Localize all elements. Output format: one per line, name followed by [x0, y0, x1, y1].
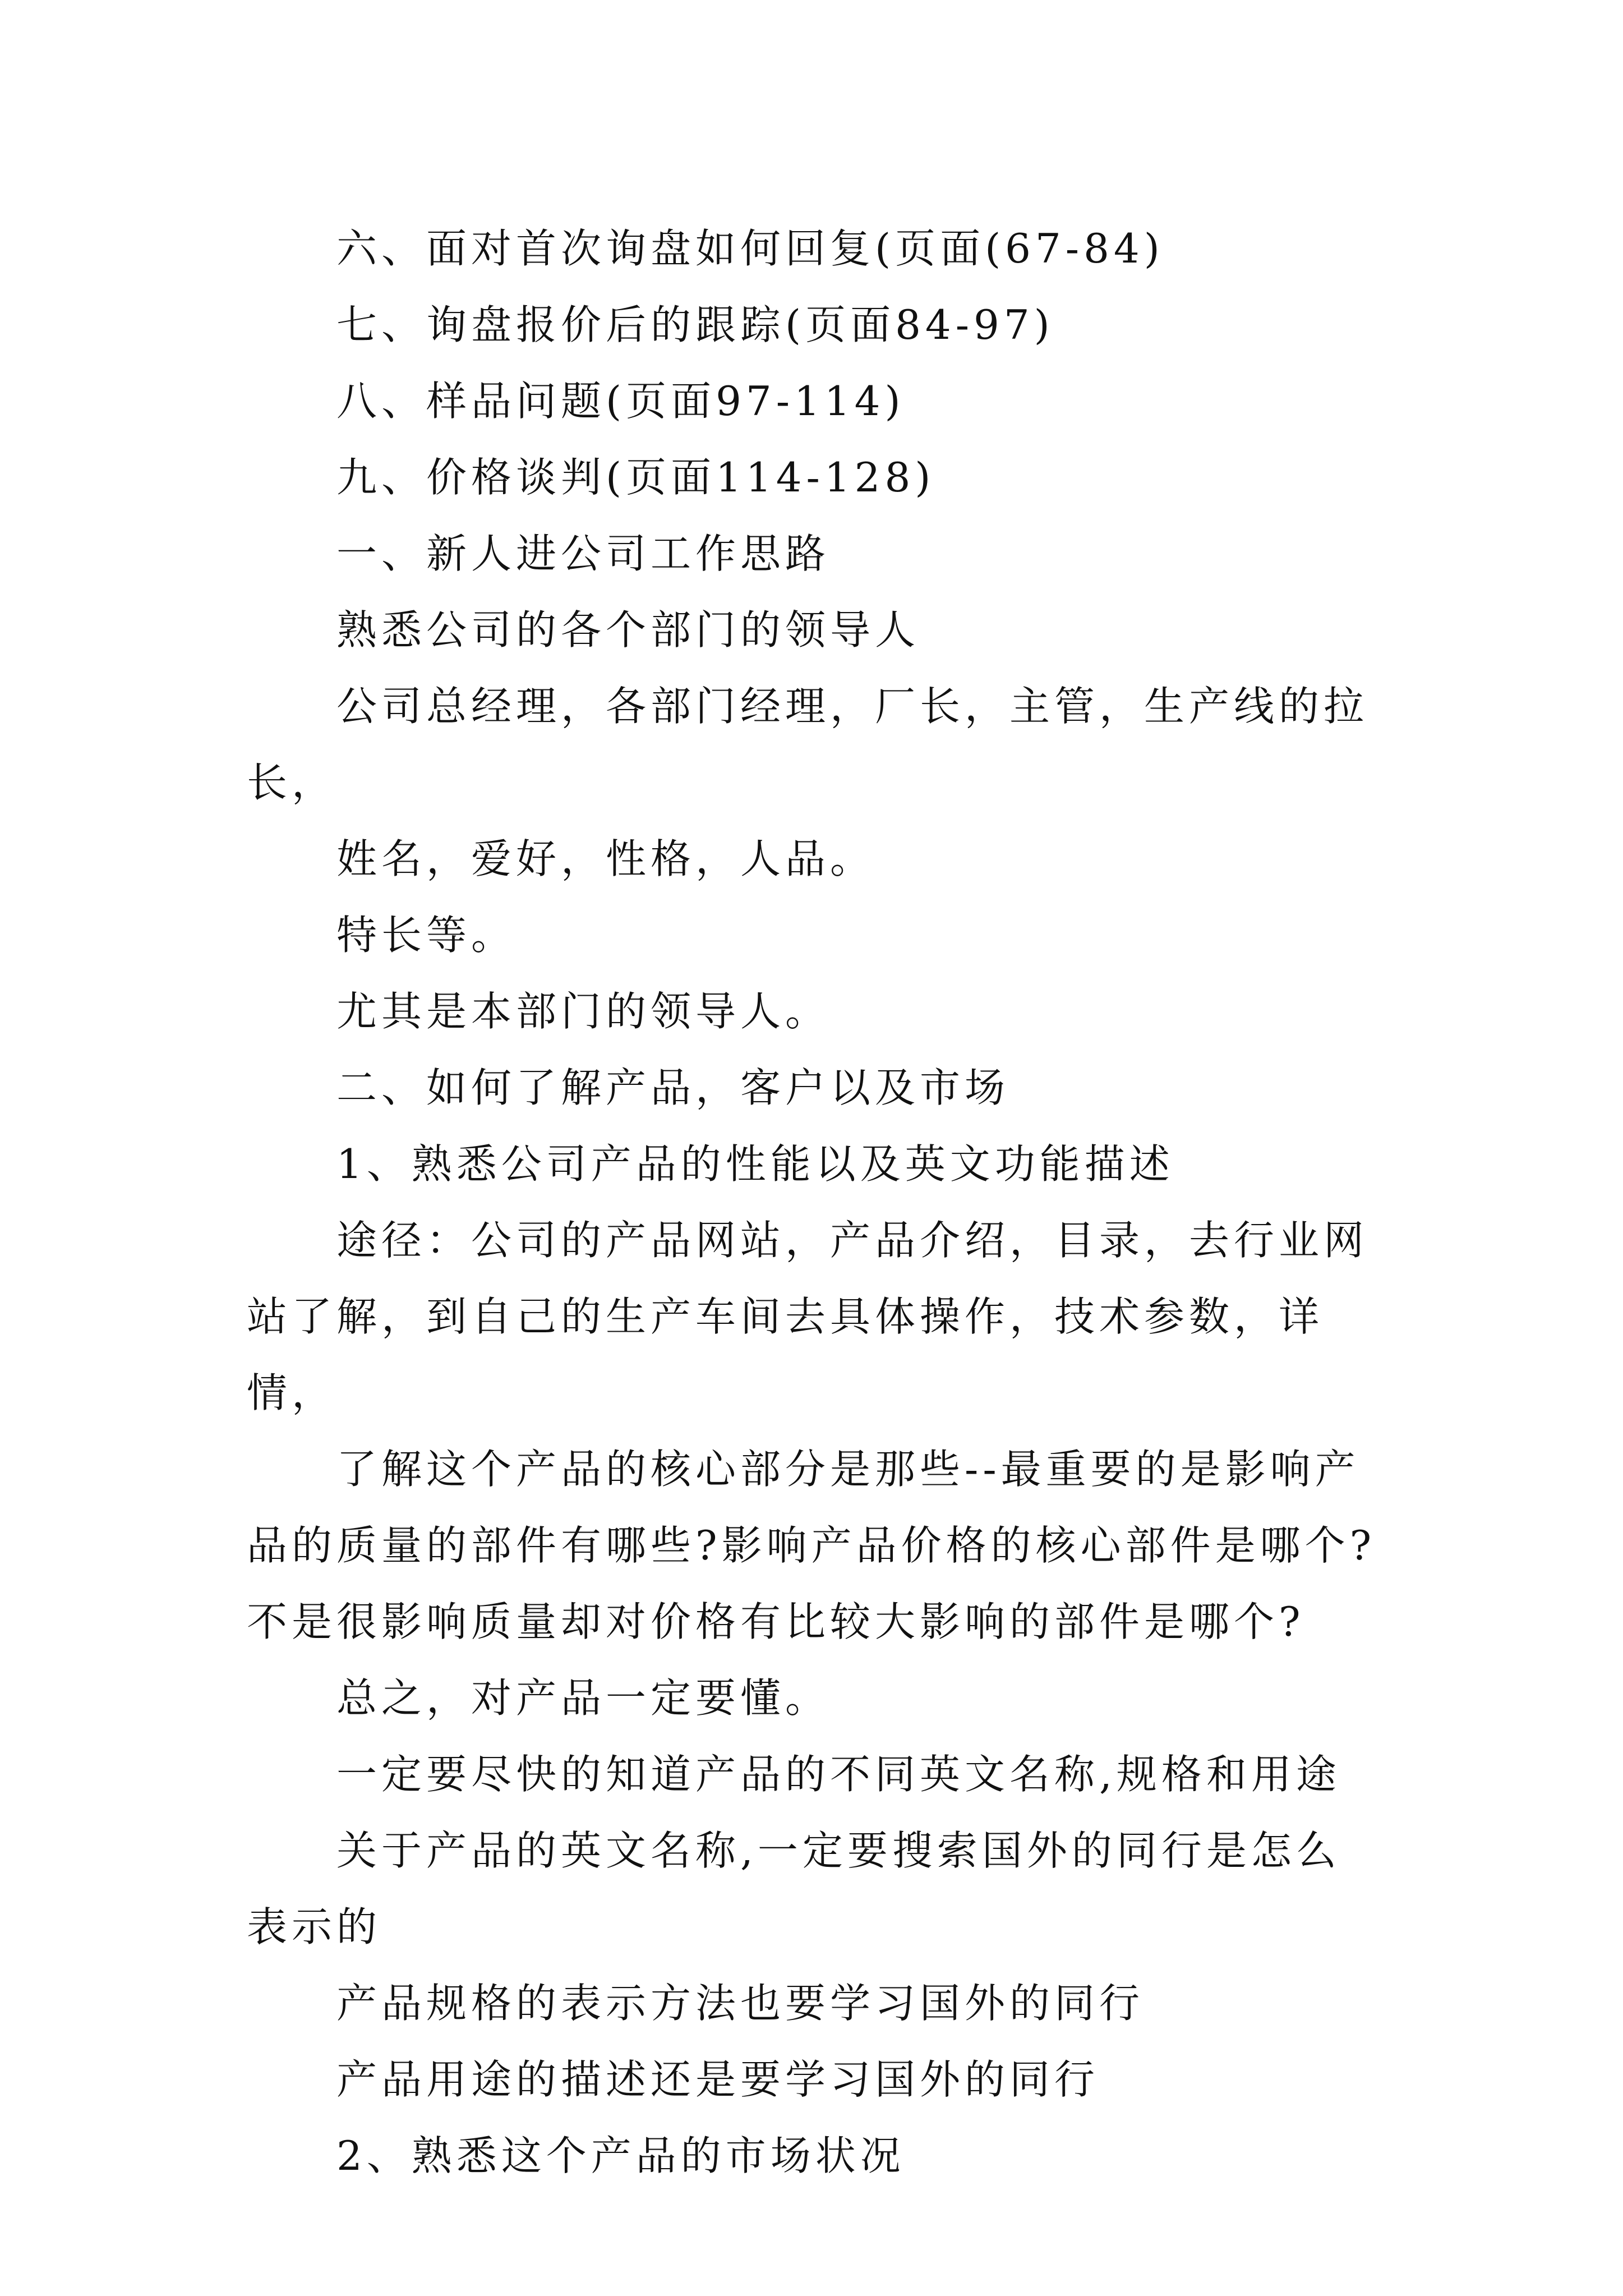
- document-body: [247, 210, 1385, 2194]
- paragraph: 总之，对产品一定要懂。: [336, 1674, 831, 1722]
- paragraph: 了解这个产品的核心部分是那些--最重要的是影响产品的质量的部件有哪些?影响产品价格的核心部件是哪个?不是很影响质量却对价格有比较大影响的部件是哪个?: [247, 1446, 1376, 1645]
- paragraph: 途径：公司的产品网站，产品介绍，目录，去行业网站了解，到自己的生产车间去具体操作，技术参数，详情，: [247, 1217, 1369, 1416]
- paragraph: 一定要尽快的知道产品的不同英文名称,规格和用途: [336, 1751, 1341, 1798]
- paragraph: 尤其是本部门的领导人。: [336, 988, 831, 1035]
- toc-item-8: 八、样品问题(页面97-114): [336, 378, 905, 425]
- paragraph: 熟悉公司的各个部门的领导人: [336, 606, 920, 654]
- toc-item-7: 七、询盘报价后的跟踪(页面84-97): [336, 301, 1054, 348]
- subheading-1: 1、熟悉公司产品的性能以及英文功能描述: [336, 1140, 1174, 1188]
- paragraph: 公司总经理，各部门经理，厂长，主管，生产线的拉长，: [247, 683, 1369, 806]
- paragraph: 关于产品的英文名称,一定要搜索国外的同行是怎么表示的: [247, 1827, 1341, 1950]
- section-heading-2: 二、如何了解产品，客户以及市场: [336, 1064, 1010, 1111]
- toc-item-9: 九、价格谈判(页面114-128): [336, 454, 935, 501]
- paragraph: 产品规格的表示方法也要学习国外的同行: [336, 1980, 1145, 2027]
- paragraph: 姓名，爱好，性格，人品。: [336, 835, 875, 882]
- paragraph: 特长等。: [336, 912, 517, 959]
- section-heading-1: 一、新人进公司工作思路: [336, 530, 831, 577]
- toc-item-6: 六、面对首次询盘如何回复(页面(67-84): [336, 225, 1164, 272]
- subheading-2: 2、熟悉这个产品的市场状况: [336, 2132, 905, 2179]
- paragraph: 产品用途的描述还是要学习国外的同行: [336, 2056, 1100, 2103]
